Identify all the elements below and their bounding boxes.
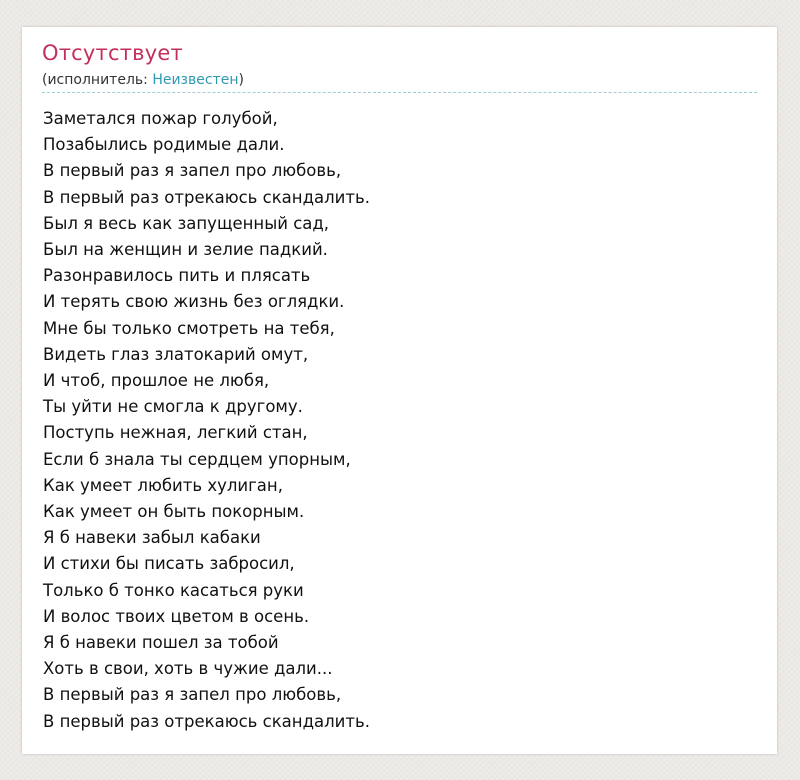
lyric-line: Видеть глаз златокарий омут, [43, 344, 309, 364]
title-divider [42, 92, 757, 93]
artist-line [42, 72, 244, 89]
lyric-line: Как умеет любить хулиган, [43, 475, 283, 495]
lyrics-card [22, 27, 777, 754]
lyric-line: Хоть в свои, хоть в чужие дали... [43, 659, 333, 679]
lyric-line: Только б тонко касаться руки [43, 580, 304, 600]
lyrics-text [43, 106, 370, 735]
lyric-line: Если б знала ты сердцем упорным, [43, 449, 351, 469]
lyric-line: В первый раз отрекаюсь скандалить. [43, 711, 370, 731]
lyric-line: Ты уйти не смогла к другому. [43, 397, 303, 417]
artist-link[interactable]: Неизвестен [152, 72, 239, 88]
lyric-line: И чтоб, прошлое не любя, [43, 371, 270, 391]
lyric-line: В первый раз я запел про любовь, [43, 685, 342, 705]
lyric-line: Поступь нежная, легкий стан, [43, 423, 308, 443]
lyric-line: Был я весь как запущенный сад, [43, 213, 330, 233]
lyric-line: Разонравилось пить и плясать [43, 266, 311, 286]
lyric-line: И терять свою жизнь без оглядки. [43, 292, 345, 312]
song-title: Отсутствует [42, 41, 183, 65]
lyric-line: В первый раз я запел про любовь, [43, 161, 342, 181]
lyric-line: В первый раз отрекаюсь скандалить. [43, 187, 370, 207]
lyric-line: Мне бы только смотреть на тебя, [43, 318, 335, 338]
artist-suffix: ) [238, 72, 244, 88]
lyric-line: Был на женщин и зелие падкий. [43, 240, 328, 260]
artist-prefix: (исполнитель: [42, 72, 153, 88]
lyric-line: Я б навеки забыл кабаки [43, 528, 261, 548]
lyric-line: Заметался пожар голубой, [43, 109, 278, 128]
lyric-line: Я б навеки пошел за тобой [43, 633, 279, 653]
lyric-line: Как умеет он быть покорным. [43, 502, 305, 522]
lyric-line: Позабылись родимые дали. [43, 135, 285, 155]
lyric-line: И волос твоих цветом в осень. [43, 606, 310, 626]
lyric-line: И стихи бы писать забросил, [43, 554, 295, 574]
